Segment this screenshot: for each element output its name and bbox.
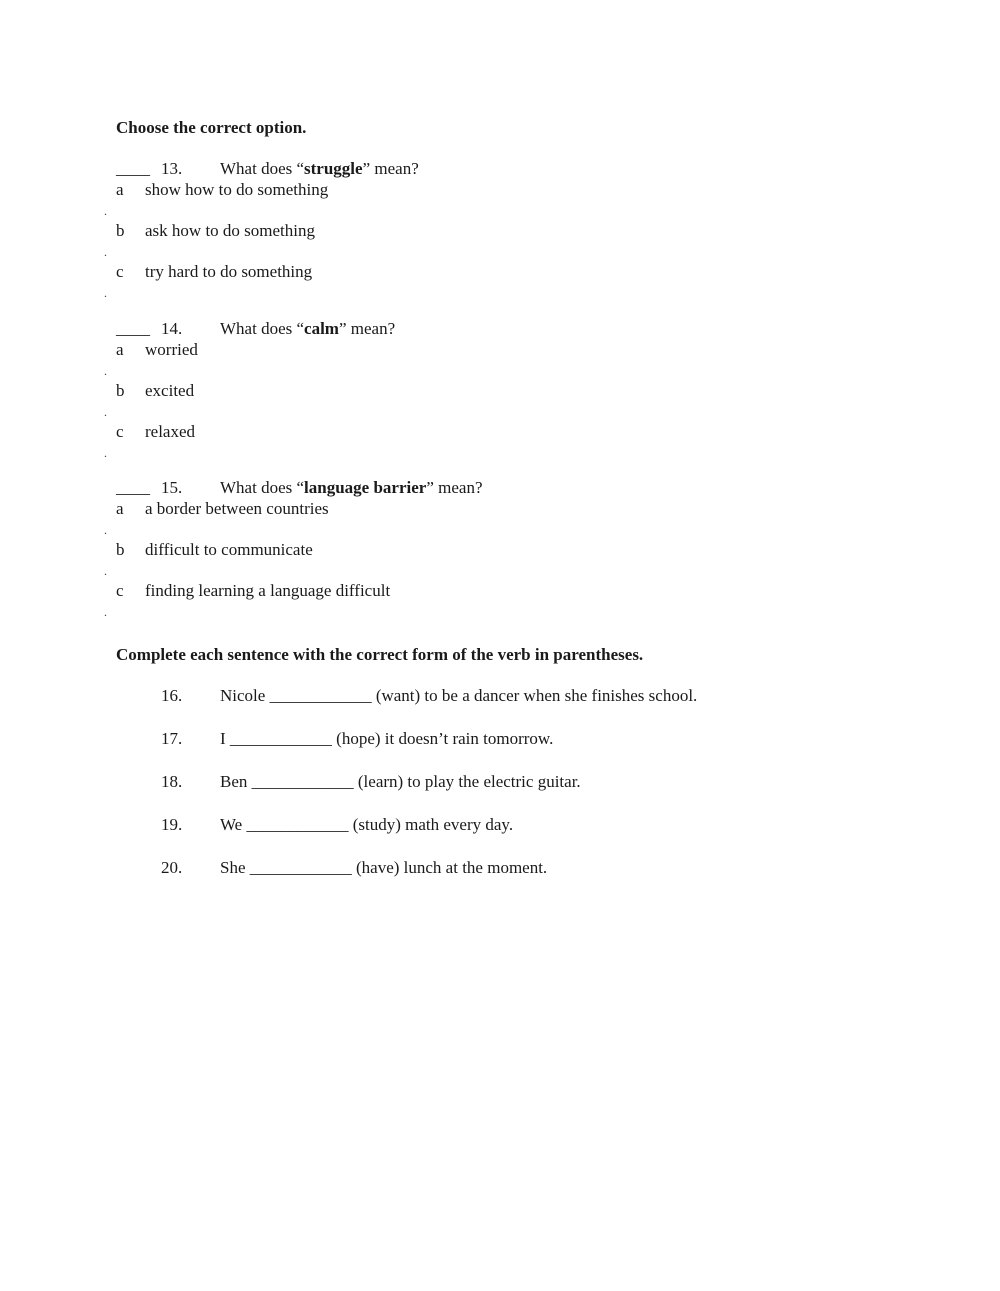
sentence-text[interactable]: Ben ____________ (learn) to play the electric guitar. [220, 772, 581, 791]
dot-marker: . [104, 523, 107, 537]
sentence-number: 16. [161, 686, 183, 705]
answer-blank[interactable]: ____ [116, 478, 150, 497]
sentence-text[interactable]: We ____________ (study) math every day. [220, 815, 514, 834]
dot-marker: . [104, 405, 107, 419]
dot-marker: . [104, 605, 107, 619]
option-text[interactable]: ask how to do something [145, 221, 315, 240]
option-text[interactable]: try hard to do something [145, 262, 313, 281]
sentence-number: 20. [161, 858, 183, 877]
option-letter: c [116, 581, 124, 600]
sentence-number: 18. [161, 772, 183, 791]
section2-heading: Complete each sentence with the correct form of the verb in parentheses. [116, 645, 644, 664]
question-number: 14. [161, 319, 183, 338]
question-term: calm [304, 319, 339, 338]
sentence-text[interactable]: She ____________ (have) lunch at the moment. [220, 858, 548, 877]
option-letter: b [116, 221, 125, 240]
section1-heading: Choose the correct option. [116, 118, 307, 137]
option-letter: b [116, 540, 125, 559]
dot-marker: . [104, 446, 107, 460]
dot-marker: . [104, 245, 107, 259]
dot-marker: . [104, 564, 107, 578]
dot-marker: . [104, 364, 107, 378]
sentence-text[interactable]: I ____________ (hope) it doesn’t rain tomorrow. [220, 729, 554, 748]
option-letter: c [116, 262, 124, 281]
option-letter: a [116, 499, 124, 518]
question-text: What does “calm” mean? [220, 319, 396, 338]
answer-blank[interactable]: ____ [116, 159, 150, 178]
question-number: 15. [161, 478, 183, 497]
option-text[interactable]: worried [145, 340, 198, 359]
option-letter: b [116, 381, 125, 400]
option-letter: a [116, 180, 124, 199]
option-text[interactable]: excited [145, 381, 195, 400]
question-text: What does “struggle” mean? [220, 159, 419, 178]
dot-marker: . [104, 286, 107, 300]
option-text[interactable]: difficult to communicate [145, 540, 313, 559]
option-text[interactable]: relaxed [145, 422, 196, 441]
answer-blank[interactable]: ____ [116, 319, 150, 338]
dot-marker: . [104, 204, 107, 218]
question-text: What does “language barrier” mean? [220, 478, 483, 497]
option-text[interactable]: show how to do something [145, 180, 329, 199]
sentence-number: 19. [161, 815, 183, 834]
option-text[interactable]: finding learning a language difficult [145, 581, 391, 600]
option-letter: c [116, 422, 124, 441]
option-letter: a [116, 340, 124, 359]
question-term: struggle [304, 159, 363, 178]
option-text[interactable]: a border between countries [145, 499, 329, 518]
question-number: 13. [161, 159, 183, 178]
sentence-number: 17. [161, 729, 183, 748]
sentence-text[interactable]: Nicole ____________ (want) to be a dancer when she finishes school. [220, 686, 698, 705]
question-term: language barrier [304, 478, 427, 497]
